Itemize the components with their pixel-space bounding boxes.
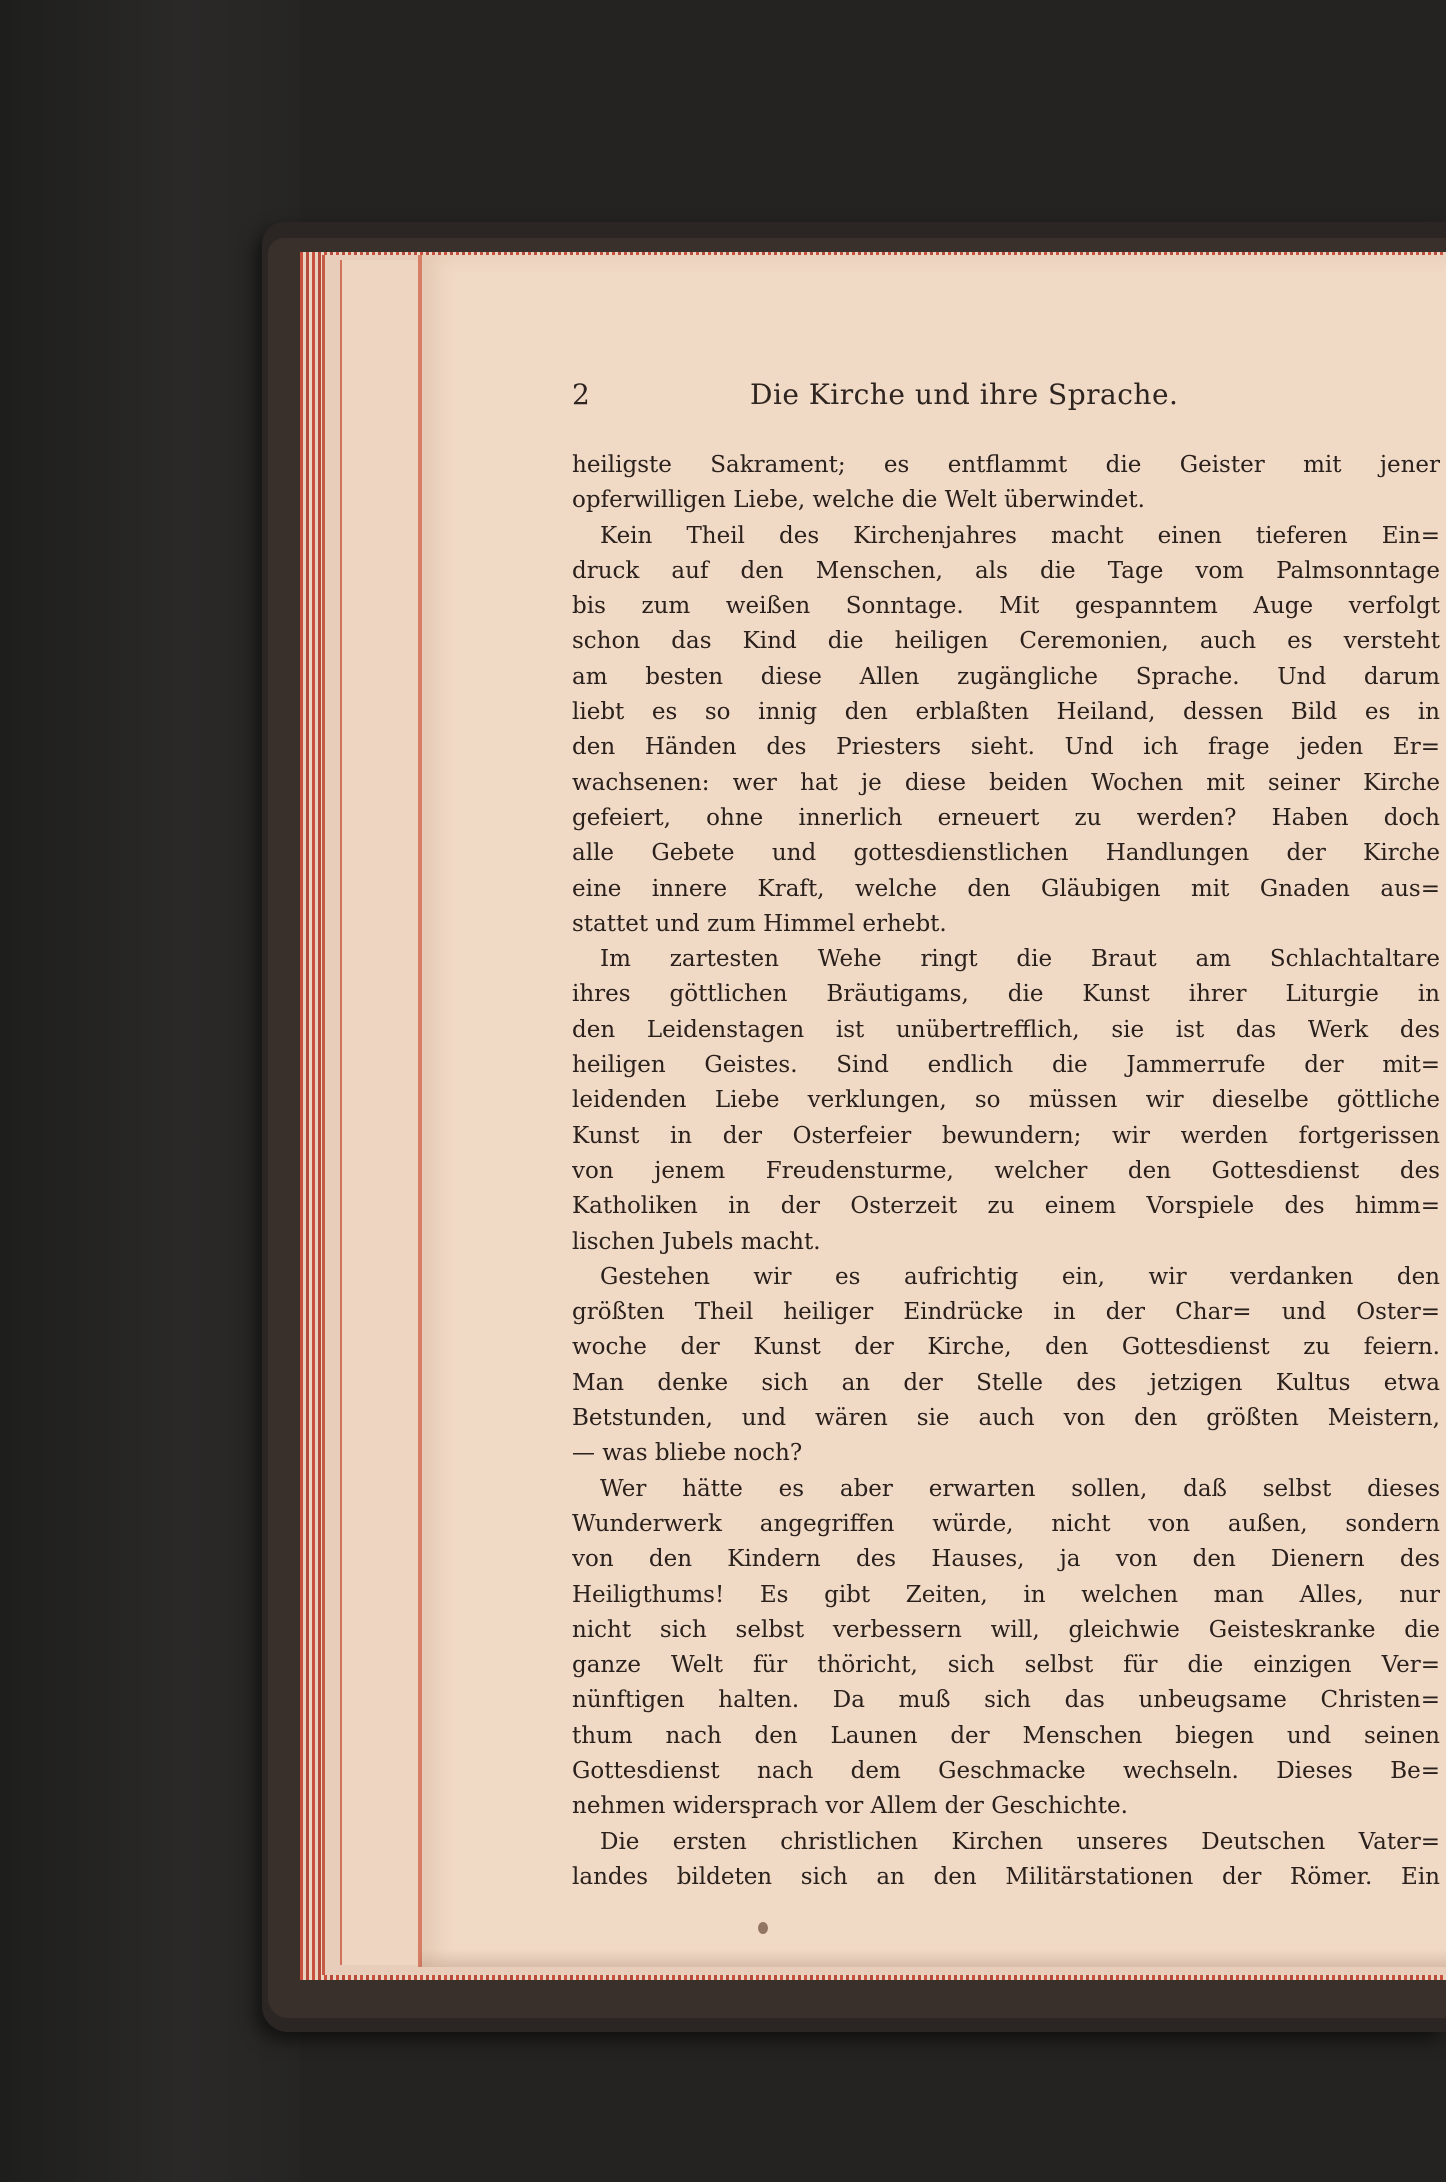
text-line: lischen Jubels macht. xyxy=(572,1228,821,1255)
text-line: von jenem Freudensturme, welcher den Gottesdienst des xyxy=(572,1157,1440,1184)
ink-smudge xyxy=(758,1922,768,1934)
text-line: heiligste Sakrament; es entflammt die Geister mit jener xyxy=(572,452,1440,478)
text-line: Im zartesten Wehe ringt die Braut am Schlachtaltare xyxy=(600,946,1440,973)
text-line: — was bliebe noch? xyxy=(572,1440,803,1467)
text-line: Die ersten christlichen Kirchen unseres Deutschen Vater= xyxy=(600,1828,1440,1855)
text-line: den Leidenstagen ist unübertrefflich, sie ist das Werk des xyxy=(572,1016,1440,1043)
text-line: Katholiken in der Osterzeit zu einem Vorspiele des himm= xyxy=(572,1193,1440,1220)
text-line: Gottesdienst nach dem Geschmacke wechseln. Dieses Be= xyxy=(572,1757,1440,1784)
text-line: nünftigen halten. Da muß sich das unbeugsame Christen= xyxy=(572,1687,1440,1714)
text-line: stattet und zum Himmel erhebt. xyxy=(572,910,947,937)
text-line: eine innere Kraft, welche den Gläubigen mit Gnaden aus= xyxy=(572,875,1440,902)
page-number: 2 xyxy=(572,378,590,411)
text-line: am besten diese Allen zugängliche Sprache. Und darum xyxy=(572,663,1440,690)
text-line: opferwilligen Liebe, welche die Welt überwindet. xyxy=(572,487,1145,514)
text-line: thum nach den Launen der Menschen biegen und seinen xyxy=(572,1722,1440,1749)
text-line: leidenden Liebe verklungen, so müssen wir dieselbe göttliche xyxy=(572,1087,1440,1114)
body-text xyxy=(572,448,1440,1895)
text-line: Kunst in der Osterfeier bewundern; wir werden fortgerissen xyxy=(572,1122,1440,1149)
text-line: landes bildeten sich an den Militärstationen der Römer. Ein xyxy=(572,1863,1440,1890)
text-line: Wunderwerk angegriffen würde, nicht von außen, sondern xyxy=(572,1510,1440,1537)
text-line: bis zum weißen Sonntage. Mit gespanntem Auge verfolgt xyxy=(572,593,1440,620)
text-line: nehmen widersprach vor Allem der Geschichte. xyxy=(572,1793,1128,1820)
text-line: druck auf den Menschen, als die Tage vom Palmsonntage xyxy=(572,557,1440,584)
text-line: liebt es so innig den erblaßten Heiland, dessen Bild es in xyxy=(572,699,1440,726)
running-title: Die Kirche und ihre Sprache. xyxy=(750,378,1179,411)
background-surface xyxy=(0,0,300,2182)
text-line: woche der Kunst der Kirche, den Gottesdienst zu feiern. xyxy=(572,1334,1440,1361)
text-line: gefeiert, ohne innerlich erneuert zu werden? Haben doch xyxy=(572,804,1440,831)
text-line: nicht sich selbst verbessern will, gleichwie Geisteskranke die xyxy=(572,1616,1440,1643)
page-bottom-shade xyxy=(420,1950,1446,1967)
running-header xyxy=(572,378,1446,418)
text-line: alle Gebete und gottesdienstlichen Handlungen der Kirche xyxy=(572,840,1440,867)
text-line: den Händen des Priesters sieht. Und ich frage jeden Er= xyxy=(572,734,1440,761)
text-line: Heiligthums! Es gibt Zeiten, in welchen man Alles, nur xyxy=(572,1581,1440,1608)
text-line: heiligen Geistes. Sind endlich die Jammerrufe der mit= xyxy=(572,1052,1440,1079)
text-line: Kein Theil des Kirchenjahres macht einen tieferen Ein= xyxy=(600,522,1440,549)
text-line: ihres göttlichen Bräutigams, die Kunst ihrer Liturgie in xyxy=(572,981,1440,1008)
text-line: schon das Kind die heiligen Ceremonien, auch es versteht xyxy=(572,628,1440,655)
text-line: ganze Welt für thöricht, sich selbst für die einzigen Ver= xyxy=(572,1652,1440,1679)
text-line: Wer hätte es aber erwarten sollen, daß selbst dieses xyxy=(600,1475,1440,1502)
text-line: Betstunden, und wären sie auch von den größten Meistern, xyxy=(572,1405,1440,1432)
text-line: wachsenen: wer hat je diese beiden Wochen mit seiner Kirche xyxy=(572,769,1440,796)
text-line: Man denke sich an der Stelle des jetzigen Kultus etwa xyxy=(572,1369,1440,1396)
text-line: Gestehen wir es aufrichtig ein, wir verdanken den xyxy=(600,1263,1440,1290)
text-line: von den Kindern des Hauses, ja von den Dienern des xyxy=(572,1546,1440,1573)
text-line: größten Theil heiliger Eindrücke in der Char= und Oster= xyxy=(572,1299,1440,1326)
